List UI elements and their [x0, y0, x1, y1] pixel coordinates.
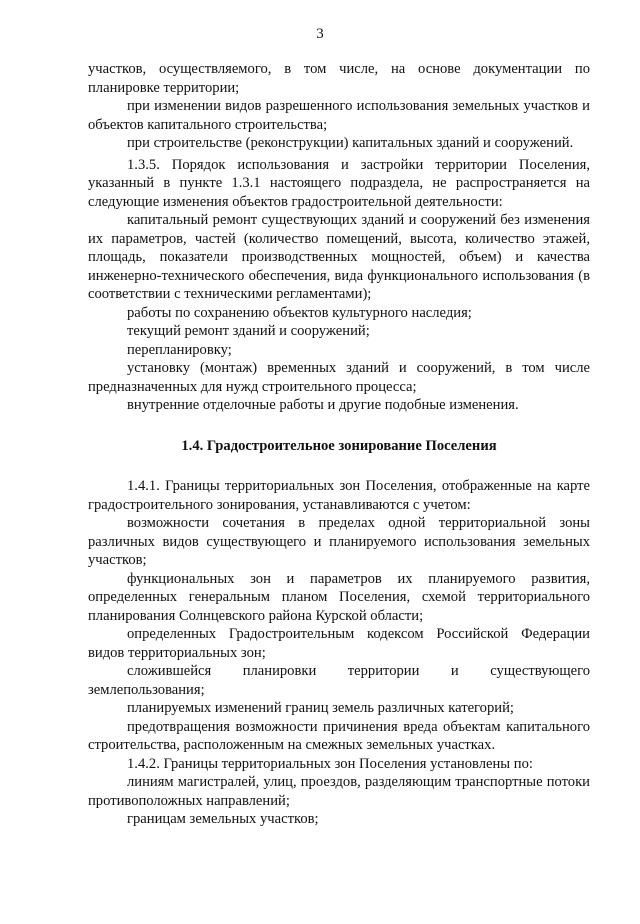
paragraph: внутренние отделочные работы и другие подобные изменения.: [127, 397, 519, 413]
paragraph: перепланировку;: [127, 341, 232, 358]
paragraph: 1.3.5. Порядок использования и застройки территории Поселения, указанный в пункте 1.3.1 настоящего подраздела, не распространяется на следующие изменения объектов градостроительной деятельности:: [88, 156, 590, 210]
page-number: 3: [316, 26, 324, 42]
paragraph: участков, осуществляемого, в том числе, на основе документации по планировке территории;: [88, 61, 590, 96]
paragraph: при изменении видов разрешенного использования земельных участков и объектов капитального строительства;: [88, 98, 590, 133]
document-body: [88, 60, 590, 829]
paragraph: предотвращения возможности причинения вреда объектам капитального строительства, расположенным на смежных земельных участках.: [88, 718, 590, 753]
paragraph: при строительстве (реконструкции) капитальных зданий и сооружений.: [127, 135, 574, 151]
paragraph: функциональных зон и параметров их планируемого развития, определенных генеральным планом Поселения, схемой территориального планирования Солнцевского района Курской области;: [88, 570, 590, 624]
paragraph: 1.4.1. Границы территориальных зон Поселения, отображенные на карте градостроительного зонирования, устанавливаются с учетом:: [88, 478, 590, 513]
paragraph: сложившейся планировки территории и существующего землепользования;: [88, 663, 590, 698]
paragraph: установку (монтаж) временных зданий и сооружений, в том числе предназначенных для нужд строительного процесса;: [88, 360, 590, 395]
paragraph: планируемых изменений границ земель различных категорий;: [127, 700, 514, 716]
paragraph: возможности сочетания в пределах одной территориальной зоны различных видов существующего и планируемого использования земельных участков;: [88, 515, 590, 568]
paragraph: текущий ремонт зданий и сооружений;: [127, 323, 370, 339]
paragraph: границам земельных участков;: [127, 811, 319, 827]
paragraph: капитальный ремонт существующих зданий и сооружений без изменения их параметров, частей (количество помещений, высота, количество этажей, площадь, показатели производственных мощностей, объем) и качества инженерно-технического обеспечения, вида функционального использования (в соответствии с техническими регламентами);: [88, 212, 590, 302]
paragraph: 1.4.2. Границы территориальных зон Поселения установлены по:: [127, 755, 533, 772]
paragraph: работы по сохранению объектов культурного наследия;: [127, 304, 472, 321]
section-heading: 1.4. Градостроительное зонирование Поселения: [181, 437, 497, 454]
paragraph: линиям магистралей, улиц, проездов, разделяющим транспортные потоки противоположных направлений;: [88, 774, 590, 809]
paragraph: определенных Градостроительным кодексом Российской Федерации видов территориальных зон;: [88, 626, 590, 661]
